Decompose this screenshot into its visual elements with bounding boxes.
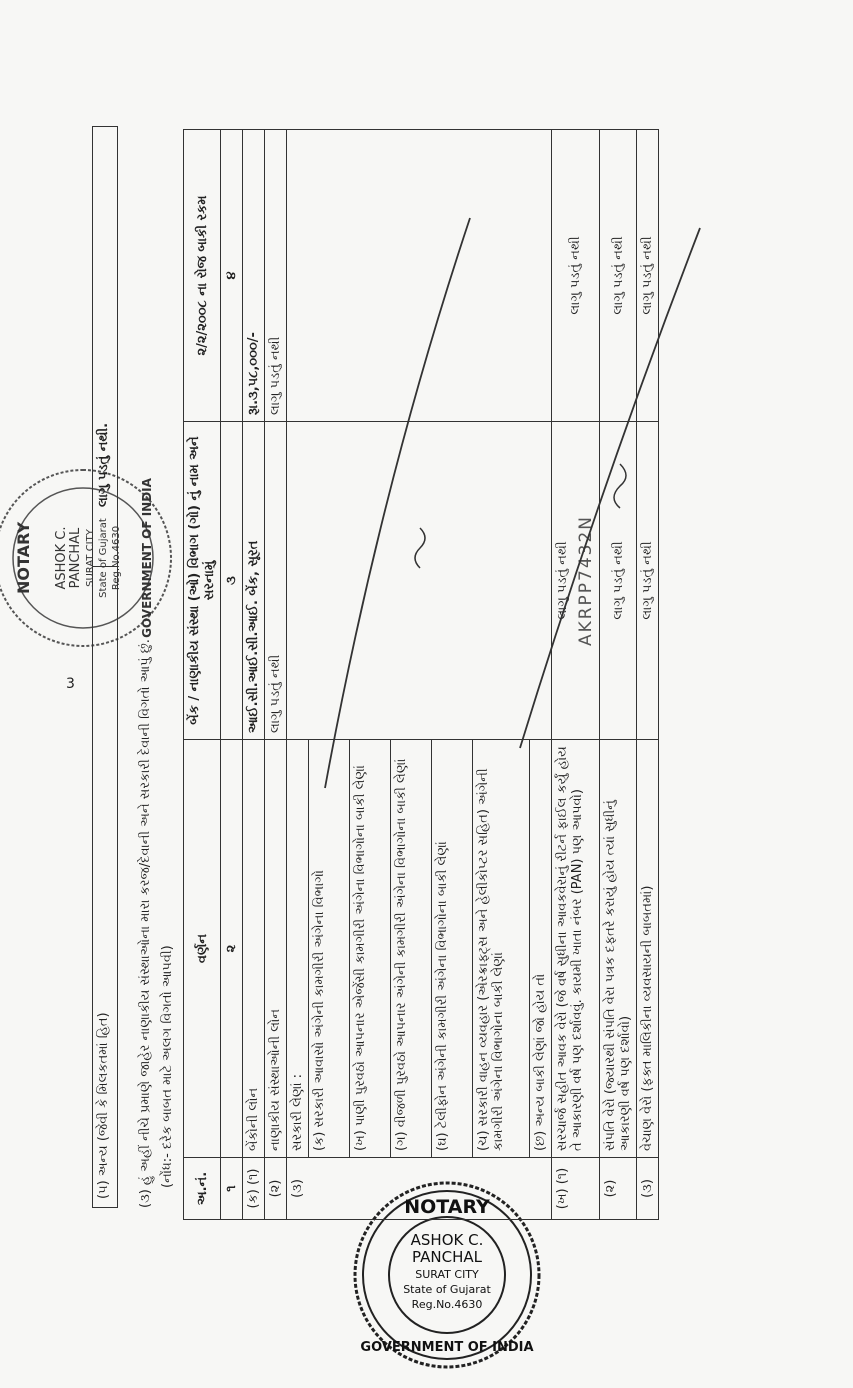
page-number: 3 [66,676,75,692]
small-stamp-state: State of Gujarat [98,518,109,598]
row-bank-crossed [287,422,552,740]
interest-in-property-row [92,126,118,1208]
small-stamp-name: ASHOK C. [54,526,69,590]
row-description: (ગ) વીજળી પુરવઠો આપનાર અંગેની કામગીરી અંગેના વિભાગોના બાકી લેણાં [391,740,432,1158]
pan-number: AKRPP7432N [576,514,596,647]
row-serial: (૩) [287,1158,552,1220]
index-4: ૪ [221,130,243,422]
row-serial: (૨) [265,1158,287,1220]
index-2: ૨ [221,740,243,1158]
table-row [287,130,309,1220]
table-row [637,130,659,1220]
table-row [243,130,265,1220]
row-serial: (૩) [637,1158,659,1220]
note-text: (નોંધ:- દરેક બાબત માટે અલગ વિગતો આપવી) [160,945,175,1188]
row-description: બેંકોની લોન [243,740,265,1158]
row-description: સરકારી લેણાં : [287,740,309,1158]
row-amount: રૂા.૩,૫૮,૦૦૦/- [243,130,265,422]
small-stamp-city: SURAT CITY [85,529,96,587]
table-row [265,130,287,1220]
row-amount-crossed [287,130,552,422]
index-1: ૧ [221,1158,243,1220]
row-description: (છ) અન્ય બાકી લેણાં જો હોય તો [530,740,552,1158]
row-description: નાણાકીય સંસ્થાઓની લોન [265,740,287,1158]
row-amount: લાગુ પડતું નથી [600,130,637,422]
row-description: સંપતિ વેરો (જ્યારથી સંપતિ વેરા પત્રક દફતરે કરાયું હોય ત્યાં સુધીનું આકારણી વર્ષ પણ દર્શાવો) [600,740,637,1158]
row-amount: લાગુ પડતું નથી [552,130,600,422]
header-bank: બેંક / નાણાકીય સંસ્થા (ઓ) વિભાગ (ગો) નું નામ અને સરનામું [184,422,221,740]
large-stamp-surname: PANCHAL [412,1248,482,1266]
row-serial: (ક) (૧) [243,1158,265,1220]
small-stamp-bottom: GOVERNMENT OF INDIA [140,478,154,638]
table-row [552,130,600,1220]
index-3: ૩ [221,422,243,740]
row-bank: લાગુ પડતું નથી [265,422,287,740]
row-description: વેચાણ વેરો (ફક્ત માલિકીના વ્યવસાયની બાબતમાં) [637,740,659,1158]
row-description: સરચાર્જ સહીત આવક વેરો (જે વર્ષ સુધીના આવકવેરાનું રીટર્ન ફાઈલ કર્યું હોય તે આકારણી વર્ષ પણ દર્શાવવું. કાયમી ખાતા નંબર (PAN) પણ આપવો) [552,740,600,1158]
large-stamp-city: SURAT CITY [415,1268,479,1281]
large-stamp-reg: Reg.No.4630 [411,1298,483,1311]
top-row-label: (૫) અન્ય (જેવી કે મિલકતમાં હિત) [96,1012,111,1199]
row-bank-text: લાગુ પડતું નથી [555,541,570,620]
large-stamp-bottom: GOVERNMENT OF INDIA [360,1340,534,1355]
row-serial: (ખ) (૧) [552,1158,600,1220]
large-stamp-name: ASHOK C. [410,1231,484,1249]
header-description: વર્ણન [184,740,221,1158]
table-row [600,130,637,1220]
row-bank: લાગુ પડતું નથી [600,422,637,740]
row-bank: લાગુ પડતું નથી [637,422,659,740]
row-bank: આઈ.સી.આઈ.સી.આઈ. બેંક, સૂરત [243,422,265,740]
row-description: (ઘ) ટેલીફોન અંગેની કામગીરી અંગેના વિભાગોના બાકી લેણાં [432,740,473,1158]
header-serial: અ.નં. [184,1158,221,1220]
top-row-value: લાગુ પડતું નથી. [96,422,111,507]
row-serial: (૨) [600,1158,637,1220]
small-stamp-surname: PANCHAL [68,527,83,589]
row-amount: લાગુ પડતું નથી [265,130,287,422]
row-description: (ખ) પાણી પુરવઠો આપનાર એજેંસી કામગીરી અંગેના વિભાગોના બાકી લેણાં [350,740,391,1158]
large-stamp-top: NOTARY [404,1196,490,1218]
small-stamp-reg: Reg.No.4630 [111,525,122,591]
intro-text: (૩) હું અહીં નીચે પ્રમાણે જાહેર નાણાકીય સંસ્થાઓના મારા કરજ/દેવાની અને સરકારી દેવાની વિગતો આપું છું. [138,639,153,1208]
header-amount: ૨/૨/૨૦૦૮ ના રોજ બાકી રકમ [184,130,221,422]
row-amount: લાગુ પડતું નથી [637,130,659,422]
large-stamp-state: State of Gujarat [403,1283,491,1296]
small-stamp-top: NOTARY [14,521,33,595]
row-description: (ચ) સરકારી વાહન વ્યવહાર (એરક્રાફ્ટ્સ અને હેલીકોપ્ટર સહિત) અંગેની કામગીરી અંગેના વિભાગોના બાકી લેણાં [473,740,530,1158]
row-bank [552,422,600,740]
liabilities-table [183,129,659,1220]
row-description: (ક) સરકારી આવાસો અંગેની કામગીરી અંગેના વિભાગો [309,740,350,1158]
